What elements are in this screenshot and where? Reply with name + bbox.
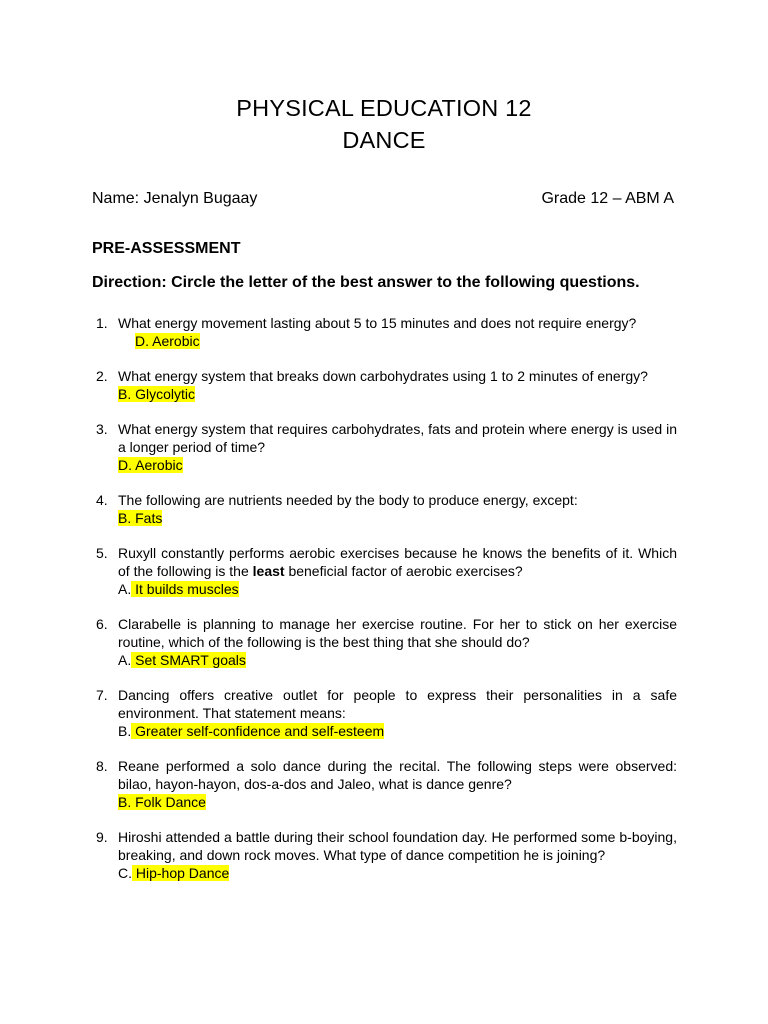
- answer-letter: C.: [118, 865, 132, 881]
- page-title: PHYSICAL EDUCATION 12: [236, 95, 532, 121]
- student-grade: Grade 12 – ABM A: [541, 190, 674, 207]
- question-item: [92, 757, 677, 811]
- answer-highlight: D. Aerobic: [118, 457, 183, 473]
- answer: [118, 651, 677, 669]
- question-text: What energy system that requires carbohydrates, fats and protein where energy is used in a longer period of time?: [118, 421, 677, 455]
- student-name: Name: Jenalyn Bugaay: [92, 190, 258, 207]
- question-item: [92, 544, 677, 598]
- question-number: 6.: [96, 616, 108, 632]
- answer-highlight: Hip-hop Dance: [132, 865, 230, 881]
- question-number: 4.: [96, 492, 108, 508]
- question-number: 9.: [96, 829, 108, 845]
- question-text: Reane performed a solo dance during the recital. The following steps were observed: bilao, hayon-hayon, dos-a-dos and Jaleo, what is dance genre?: [118, 758, 677, 792]
- question-item: [92, 420, 677, 474]
- question-text: What energy system that breaks down carbohydrates using 1 to 2 minutes of energy?: [118, 368, 648, 384]
- question-text-pre: Ruxyll constantly performs aerobic exercises because he knows the benefits of it. Which of the following is the: [118, 545, 677, 579]
- answer: [118, 456, 677, 474]
- question-item: [92, 491, 677, 527]
- page-subtitle: DANCE: [342, 127, 426, 153]
- answer: [118, 864, 677, 882]
- question-list: [92, 314, 677, 899]
- answer-highlight: It builds muscles: [131, 581, 239, 597]
- question-number: 2.: [96, 368, 108, 384]
- answer-highlight: Greater self-confidence and self-esteem: [131, 723, 385, 739]
- question-number: 5.: [96, 545, 108, 561]
- answer: [118, 332, 677, 350]
- answer-highlight: B. Glycolytic: [118, 386, 196, 402]
- question-number: 7.: [96, 687, 108, 703]
- question-text-emphasis: least: [252, 563, 285, 579]
- answer: [118, 722, 677, 740]
- question-item: [92, 367, 677, 403]
- question-number: 3.: [96, 421, 108, 437]
- answer: [118, 385, 677, 403]
- question-text: Clarabelle is planning to manage her exercise routine. For her to stick on her exercise routine, which of the following is the best thing that she should do?: [118, 616, 677, 650]
- question-text: What energy movement lasting about 5 to 15 minutes and does not require energy?: [118, 315, 637, 331]
- question-item: [92, 828, 677, 882]
- question-text: The following are nutrients needed by the body to produce energy, except:: [118, 492, 578, 508]
- answer-letter: A.: [118, 581, 132, 597]
- section-heading: PRE-ASSESSMENT: [92, 240, 241, 257]
- question-text-post: beneficial factor of aerobic exercises?: [284, 563, 523, 579]
- answer-highlight: B. Fats: [118, 510, 163, 526]
- answer-letter: B.: [118, 723, 132, 739]
- answer-letter: A.: [118, 652, 132, 668]
- answer-highlight: D. Aerobic: [135, 333, 200, 349]
- question-text: [118, 544, 677, 580]
- question-item: [92, 615, 677, 669]
- direction-text: Direction: Circle the letter of the best answer to the following questions.: [92, 274, 640, 291]
- question-number: 8.: [96, 758, 108, 774]
- answer-highlight: B. Folk Dance: [118, 794, 206, 810]
- question-text: Hiroshi attended a battle during their school foundation day. He performed some b-boying, breaking, and down rock moves. What type of dance competition he is joining?: [118, 829, 677, 863]
- answer: [118, 793, 677, 811]
- question-number: 1.: [96, 315, 108, 331]
- answer: [118, 509, 677, 527]
- answer-highlight: Set SMART goals: [131, 652, 246, 668]
- question-item: [92, 686, 677, 740]
- question-item: [92, 314, 677, 350]
- answer: [118, 580, 677, 598]
- question-text: Dancing offers creative outlet for people to express their personalities in a safe environment. That statement means:: [118, 687, 677, 721]
